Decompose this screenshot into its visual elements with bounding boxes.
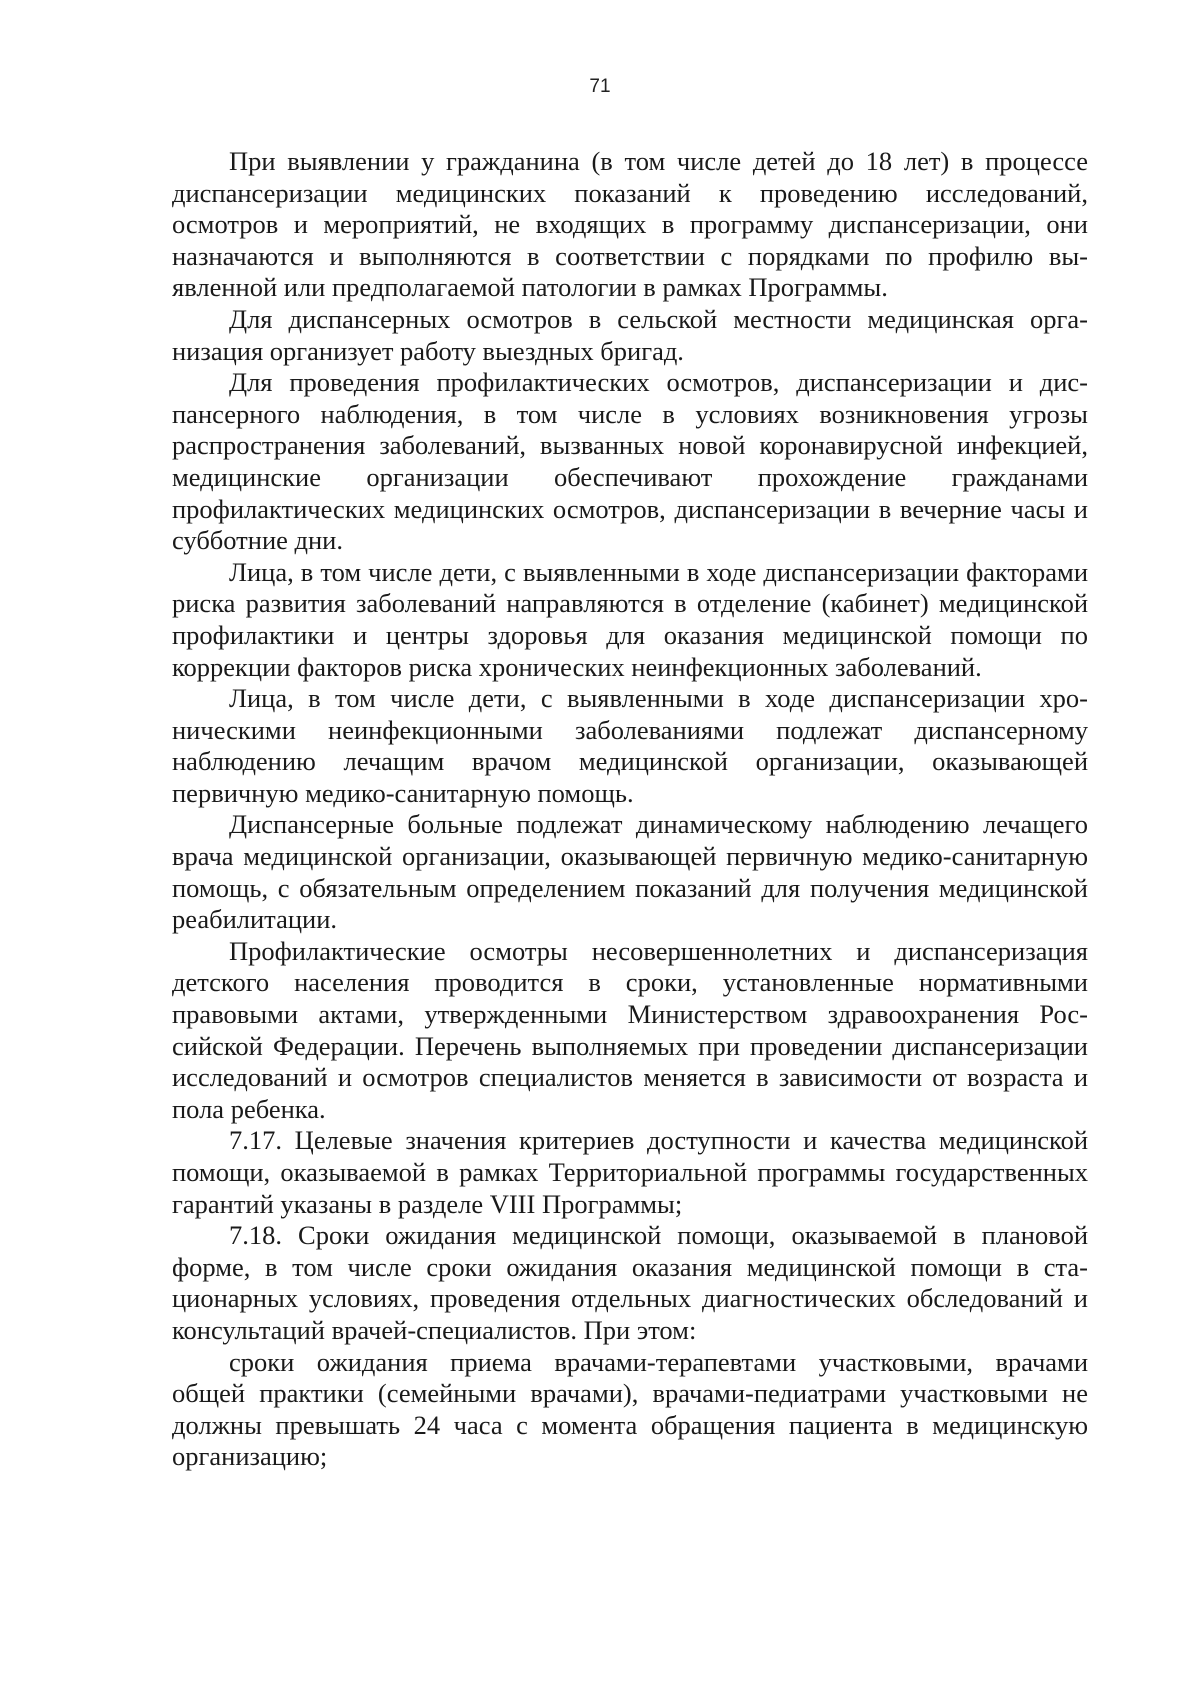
paragraph: 7.17. Целевые значения критериев доступности и качества медицинской помощи, оказываемой в рамках Территориальной программы государственных гарантий указаны в разделе VIII Программы; bbox=[172, 1125, 1088, 1219]
paragraph: Для диспансерных осмотров в сельской местности медицинская организация организует работу выездных бригад. bbox=[172, 303, 1088, 366]
paragraph: Для проведения профилактических осмотров, диспансеризации и диспансерного наблюдения, в том числе в условиях возникновения угрозы распространения заболеваний, вызванных новой коронавирусной инфекцией, медицинские организации обеспечивают прохождение гражданами профилактических медицинских осмотров, диспансеризации в вечерние часы и субботние дни. bbox=[172, 367, 1088, 556]
paragraph: Профилактические осмотры несовершеннолетних и диспансеризация детского населения проводится в сроки, установленные нормативными правовыми актами, утвержденными Министерством здравоохранения Российской Федерации. Перечень выполняемых при проведении диспансеризации исследований и осмотров специалистов меняется в зависимости от возраста и пола ребенка. bbox=[172, 935, 1088, 1124]
paragraph: При выявлении у гражданина (в том числе детей до 18 лет) в процессе диспансеризации медицинских показаний к проведению исследований, осмотров и мероприятий, не входящих в программу диспансеризации, они назначаются и выполняются в соответствии с порядками по профилю выявленной или предполагаемой патологии в рамках Программы. bbox=[172, 146, 1088, 303]
paragraph: Диспансерные больные подлежат динамическому наблюдению лечащего врача медицинской организации, оказывающей первичную медико-санитарную помощь, с обязательным определением показаний для получения медицинской реабилитации. bbox=[172, 809, 1088, 935]
page-number: 71 bbox=[589, 76, 611, 97]
paragraph: сроки ожидания приема врачами-терапевтами участковыми, врачами общей практики (семейными врачами), врачами-педиатрами участковыми не должны превышать 24 часа с момента обращения пациента в медицинскую организацию; bbox=[172, 1346, 1088, 1472]
paragraph: Лица, в том числе дети, с выявленными в ходе диспансеризации факторами риска развития заболеваний направляются в отделение (кабинет) медицинской профилактики и центры здоровья для оказания медицинской помощи по коррекции факторов риска хронических неинфекционных заболеваний. bbox=[172, 556, 1088, 682]
paragraph: 7.18. Сроки ожидания медицинской помощи, оказываемой в плановой форме, в том числе сроки ожидания оказания медицинской помощи в стационарных условиях, проведения отдельных диагностических обследований и консультаций врачей-специалистов. При этом: bbox=[172, 1220, 1088, 1345]
document-body bbox=[172, 146, 1088, 1473]
paragraph: Лица, в том числе дети, с выявленными в ходе диспансеризации хроническими неинфекционными заболеваниями подлежат диспансерному наблюдению лечащим врачом медицинской организации, оказывающей первичную медико-санитарную помощь. bbox=[172, 683, 1088, 808]
